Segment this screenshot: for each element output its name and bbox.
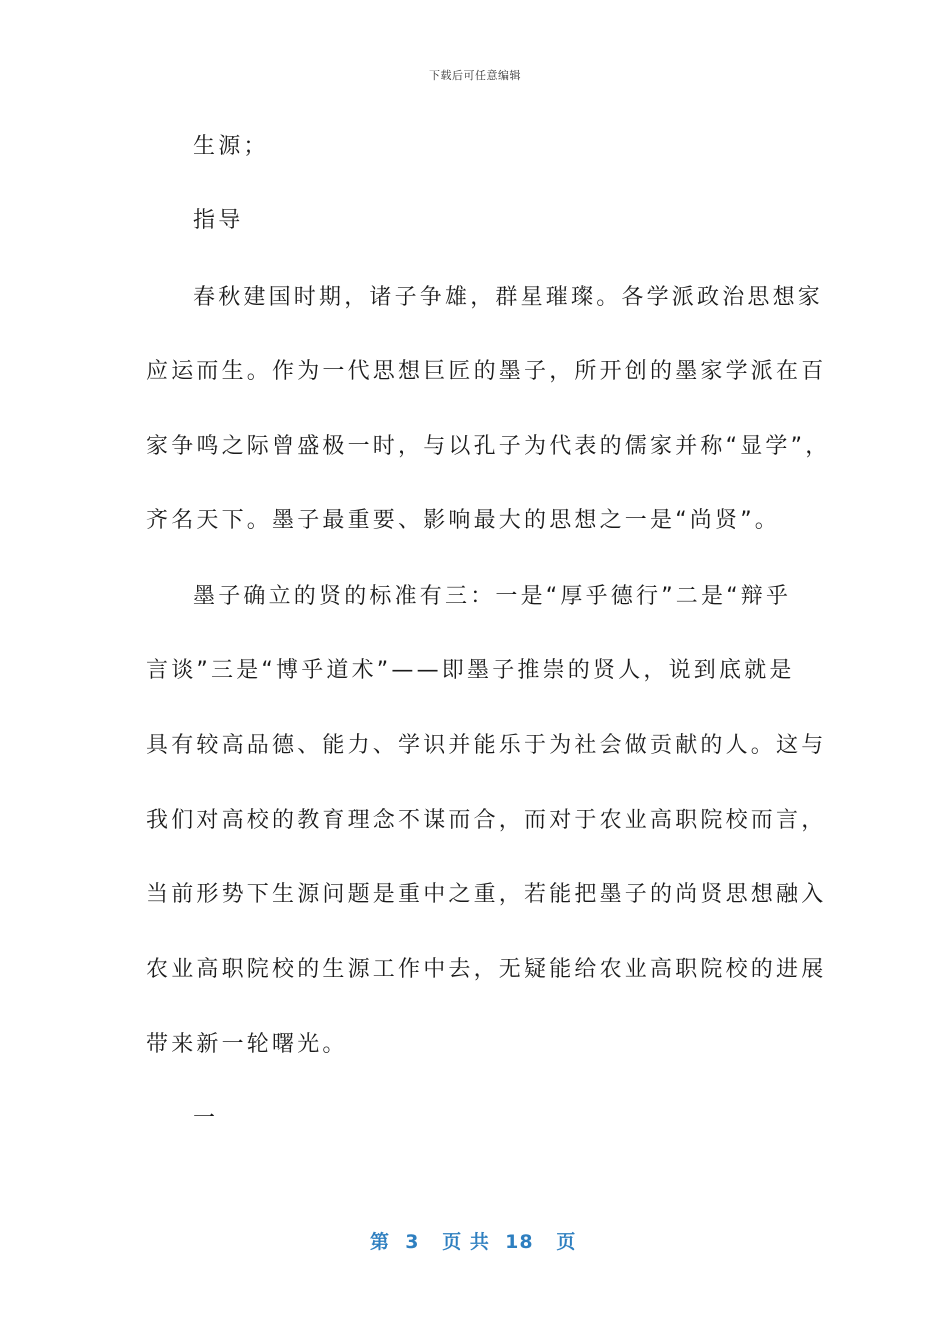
paragraph-line: 带来新一轮曙光。 [146,1032,348,1057]
paragraph-line: 春秋建国时期，诸子争雄，群星璀璨。各学派政治思想家 [193,285,824,310]
paragraph-line: 农业高职院校的生源工作中去，无疑能给农业高职院校的进展 [146,957,827,982]
paragraph-line: 墨子确立的贤的标准有三：一是“厚乎德行”二是“辩乎 [193,584,792,609]
paragraph-line: 言谈”三是“博乎道术”——即墨子推崇的贤人，说到底就是 [146,658,795,683]
text-line: 指导 [193,208,244,233]
paragraph-line: 当前形势下生源问题是重中之重，若能把墨子的尚贤思想融入 [146,882,827,907]
text-line: 生源； [193,134,269,159]
paragraph-line: 齐名天下。墨子最重要、影响最大的思想之一是“尚贤”。 [146,508,780,533]
header-note: 下载后可任意编辑 [429,69,521,82]
section-number: 一 [193,1106,219,1131]
paragraph-line: 具有较高品德、能力、学识并能乐于为社会做贡献的人。这与 [146,733,827,758]
paragraph-line: 应运而生。作为一代思想巨匠的墨子，所开创的墨家学派在百 [146,359,827,384]
paragraph-line: 我们对高校的教育理念不谋而合，而对于农业高职院校而言， [146,808,827,833]
paragraph-line: 家争鸣之际曾盛极一时，与以孔子为代表的儒家并称“显学”， [146,434,831,459]
page-footer: 第 3 页 共 18 页 [370,1231,577,1253]
